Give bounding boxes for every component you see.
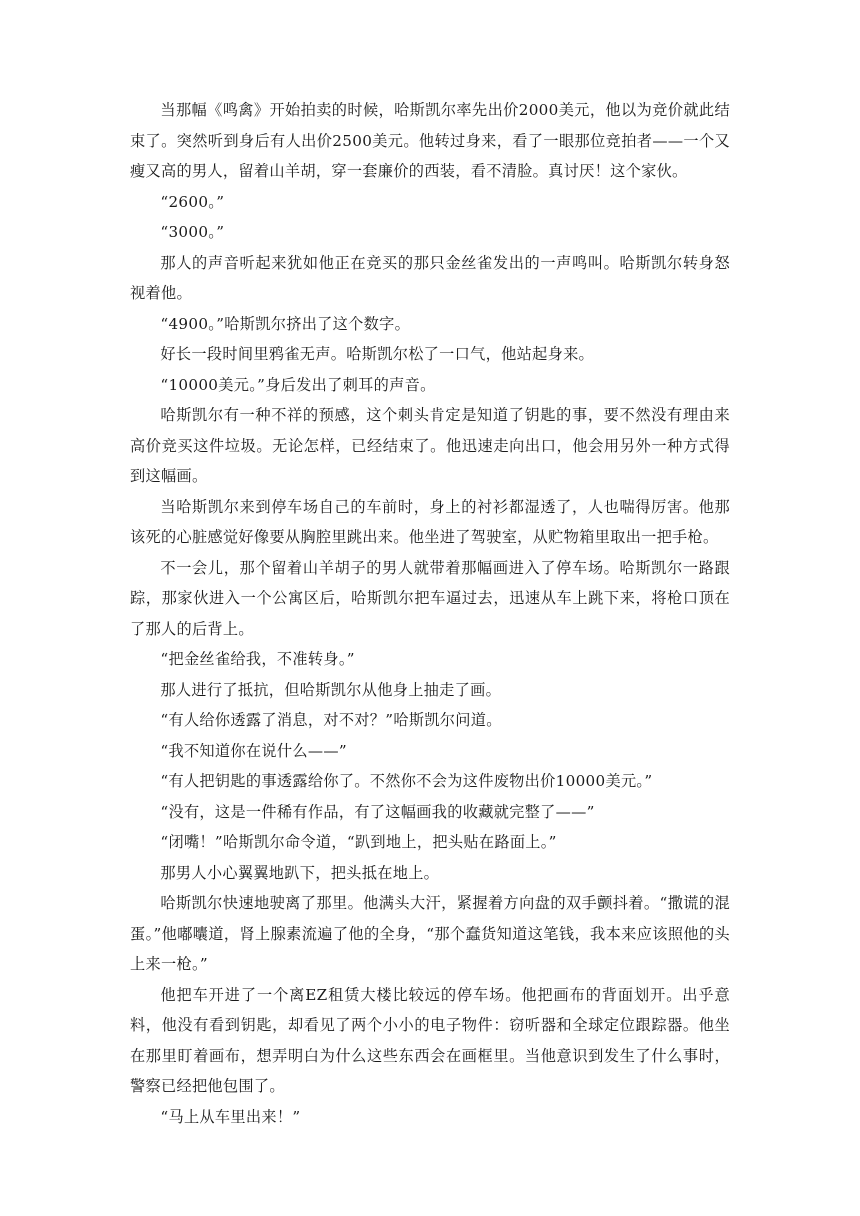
- paragraph: 不一会儿，那个留着山羊胡子的男人就带着那幅画进入了停车场。哈斯凯尔一路跟踪，那家伙进入一个公寓区后，哈斯凯尔把车逼过去，迅速从车上跳下来，将枪口顶在了那人的后背上。: [130, 558, 730, 638]
- paragraph: “2600。”: [160, 192, 225, 211]
- paragraph: “有人把钥匙的事透露给你了。不然你不会为这件废物出价10000美元。”: [160, 772, 653, 790]
- story-text: [130, 95, 730, 1132]
- paragraph: 当哈斯凯尔来到停车场自己的车前时，身上的衬衫都湿透了，人也喘得厉害。他那该死的心脏感觉好像要从胸腔里跳出来。他坐进了驾驶室，从贮物箱里取出一把手枪。: [130, 497, 730, 546]
- paragraph: “马上从车里出来！”: [160, 1107, 301, 1126]
- paragraph: 那男人小心翼翼地趴下，把头抵在地上。: [160, 863, 440, 882]
- paragraph: “我不知道你在说什么——”: [160, 741, 347, 760]
- paragraph: 当那幅《鸣禽》开始拍卖的时候，哈斯凯尔率先出价2000美元，他以为竞价就此结束了。突然听到身后有人出价2500美元。他转过身来，看了一眼那位竞拍者——一个又瘦又高的男人，留着山羊胡，穿一套廉价的西装，看不清脸。真讨厌！这个家伙。: [130, 101, 730, 180]
- paragraph: “闭嘴！”哈斯凯尔命令道，“趴到地上，把头贴在路面上。”: [160, 833, 557, 851]
- paragraph: “有人给你透露了消息，对不对？”哈斯凯尔问道。: [160, 711, 502, 729]
- paragraph: 那人的声音听起来犹如他正在竞买的那只金丝雀发出的一声鸣叫。哈斯凯尔转身怒视着他。: [130, 253, 730, 302]
- paragraph: “4900。”哈斯凯尔挤出了这个数字。: [160, 314, 411, 333]
- paragraph: 哈斯凯尔快速地驶离了那里。他满头大汗，紧握着方向盘的双手颤抖着。“撒谎的混蛋。”他嘟囔道，肾上腺素流遍了他的全身，“那个蠢货知道这笔钱，我本来应该照他的头上来一枪。”: [130, 894, 730, 973]
- paragraph: 那人进行了抵抗，但哈斯凯尔从他身上抽走了画。: [160, 680, 502, 699]
- paragraph: “10000美元。”身后发出了刺耳的声音。: [160, 375, 436, 394]
- paragraph: “3000。”: [160, 223, 225, 241]
- paragraph: 哈斯凯尔有一种不祥的预感，这个刺头肯定是知道了钥匙的事，要不然没有理由来高价竞买这件垃圾。无论怎样，已经结束了。他迅速走向出口，他会用另外一种方式得到这幅画。: [130, 406, 730, 485]
- paragraph: 他把车开进了一个离EZ租赁大楼比较远的停车场。他把画布的背面划开。出乎意料，他没有看到钥匙，却看见了两个小小的电子物件：窃听器和全球定位跟踪器。他坐在那里盯着画布，想弄明白为什么这些东西会在画框里。当他意识到发生了什么事时，警察已经把他包围了。: [130, 985, 730, 1095]
- paragraph: “把金丝雀给我，不准转身。”: [160, 650, 355, 668]
- paragraph: 好长一段时间里鸦雀无声。哈斯凯尔松了一口气，他站起身来。: [160, 345, 595, 363]
- paragraph: “没有，这是一件稀有作品，有了这幅画我的收藏就完整了——”: [160, 802, 595, 821]
